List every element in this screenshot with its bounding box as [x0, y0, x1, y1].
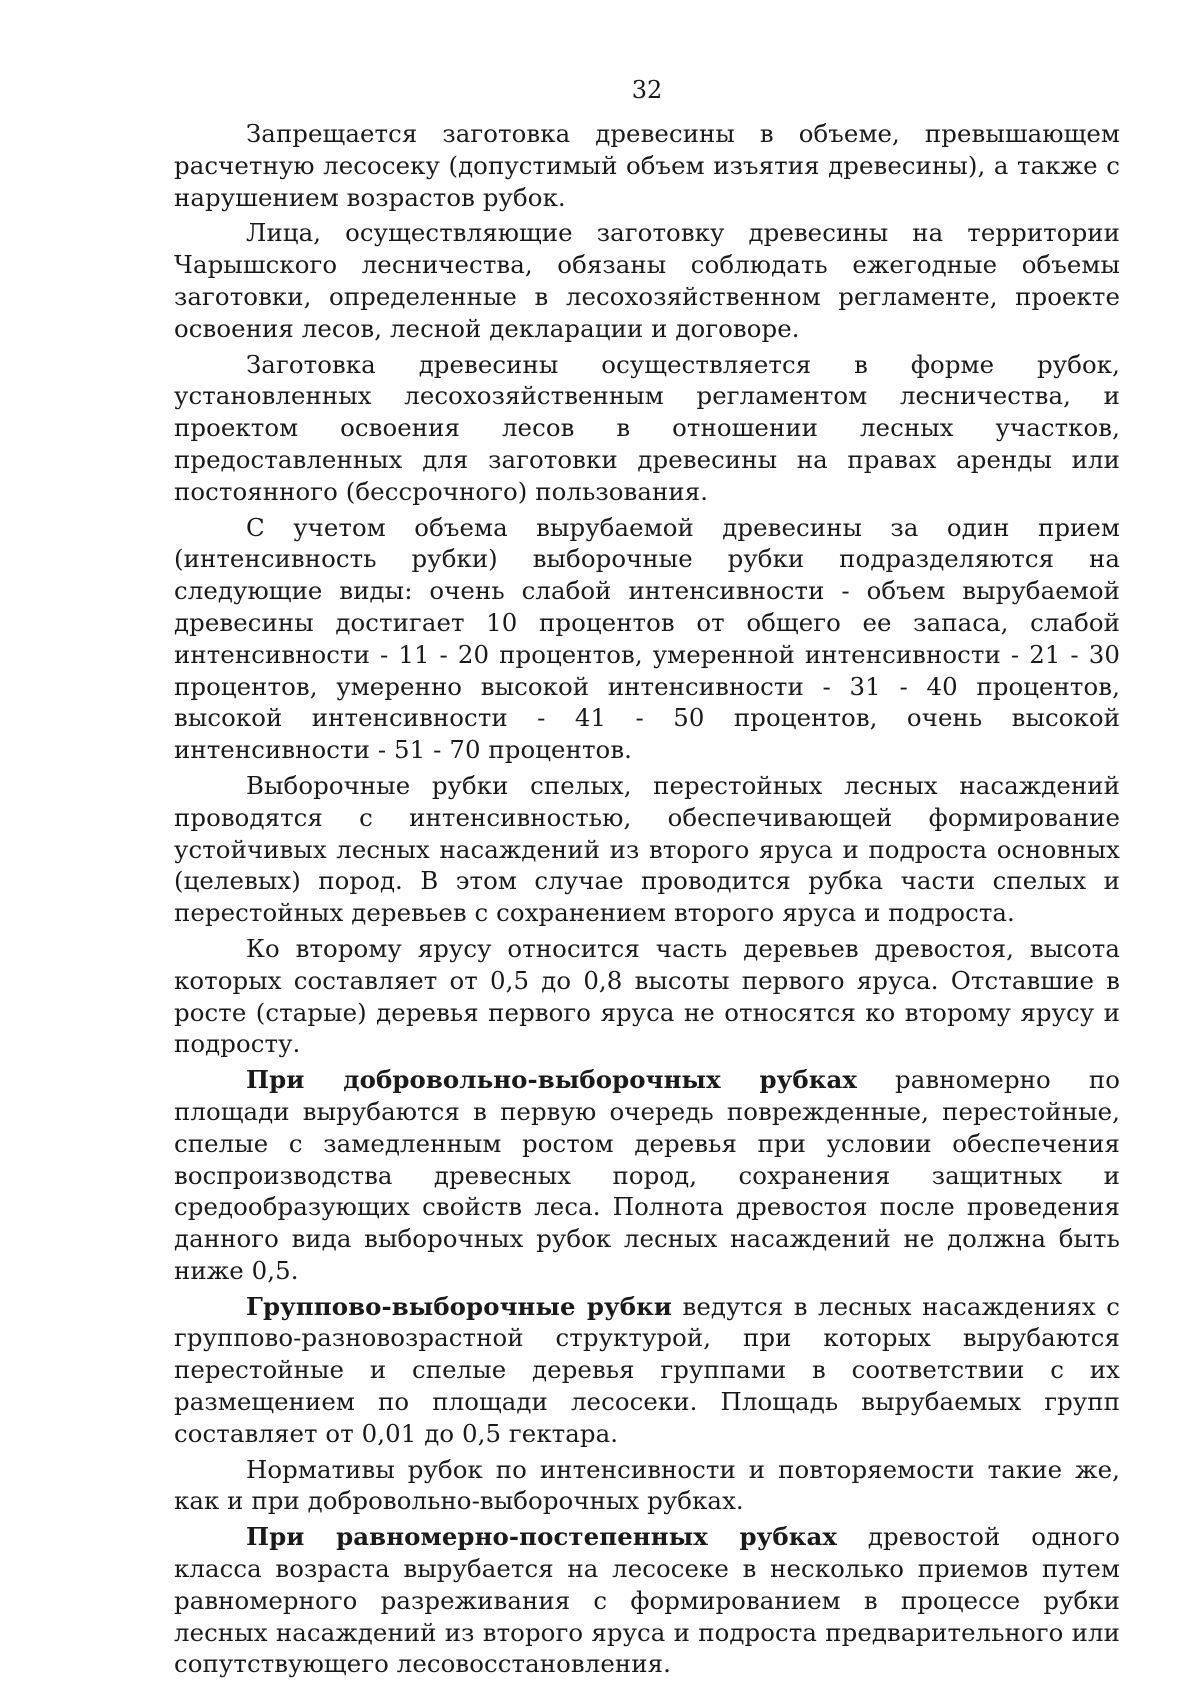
paragraph-10-text: древостой одного класса возраста вырубается на лесосеке в несколько приемов путем равномерного разреживания с формированием в процессе рубки лесных насаждений из второго яруса и подроста предварительного или сопутствующего лесовосстановления. [174, 1522, 1120, 1679]
paragraph-10 [174, 1521, 1120, 1680]
page-number: 32 [631, 76, 663, 104]
paragraph-4 [174, 512, 1120, 766]
paragraph-6-text: Ко второму ярусу относится часть деревьев древостоя, высота которых составляет от 0,5 до 0,8 высоты первого яруса. Отставшие в росте (старые) деревья первого яруса не относятся ко второму ярусу и подросту. [174, 933, 1120, 1059]
paragraph-5 [174, 770, 1120, 929]
paragraph-3-text: Заготовка древесины осуществляется в форме рубок, установленных лесохозяйственным регламентом лесничества, и проектом освоения лесов в отношении лесных участков, предоставленных для заготовки древесины на правах аренды или постоянного (бессрочного) пользования. [174, 349, 1120, 506]
paragraph-7-bold: При добровольно-выборочных рубках [246, 1065, 857, 1095]
paragraph-8-bold: Группово-выборочные рубки [246, 1291, 673, 1321]
paragraph-6 [174, 933, 1120, 1060]
document-page [174, 70, 1120, 1684]
paragraph-1 [174, 118, 1120, 213]
paragraph-2-text: Лица, осуществляющие заготовку древесины на территории Чарышского лесничества, обязаны соблюдать ежегодные объемы заготовки, определенные в лесохозяйственном регламенте, проекте освоения лесов, лесной декларации и договоре. [174, 218, 1120, 343]
paragraph-2 [174, 217, 1120, 344]
paragraph-9 [174, 1454, 1120, 1518]
paragraph-7-text: равномерно по площади вырубаются в первую очередь поврежденные, перестойные, спелые с замедленным ростом деревья при условии обеспечения воспроизводства древесных пород, сохранения защитных и средообразующих свойств леса. Полнота древостоя после проведения данного вида выборочных рубок лесных насаждений не должна быть ниже 0,5. [174, 1065, 1120, 1285]
paragraph-4-text: С учетом объема вырубаемой древесины за один прием (интенсивность рубки) выборочные рубки подразделяются на следующие виды: очень слабой интенсивности - объем вырубаемой древесины достигает 10 процентов от общего ее запаса, слабой интенсивности - 11 - 20 процентов, умеренной интенсивности - 21 - 30 процентов, умеренно высокой интенсивности - 31 - 40 процентов, высокой интенсивности - 41 - 50 процентов, очень высокой интенсивности - 51 - 70 процентов. [174, 512, 1120, 765]
paragraph-1-text: Запрещается заготовка древесины в объеме, превышающем расчетную лесосеку (допустимый объем изъятия древесины), а также с нарушением возрастов рубок. [174, 119, 1120, 212]
paragraph-8-text: ведутся в лесных насаждениях с группово-разновозрастной структурой, при которых вырубаются перестойные и спелые деревья группами в соответствии с их размещением по площади лесосеки. Площадь вырубаемых групп составляет от 0,01 до 0,5 гектара. [174, 1291, 1121, 1448]
paragraph-8 [174, 1291, 1120, 1450]
paragraph-5-text: Выборочные рубки спелых, перестойных лесных насаждений проводятся с интенсивностью, обеспечивающей формирование устойчивых лесных насаждений из второго яруса и подроста основных (целевых) пород. В этом случае проводится рубка части спелых и перестойных деревьев с сохранением второго яруса и подроста. [174, 770, 1120, 928]
paragraph-10-bold: При равномерно-постепенных рубках [246, 1522, 838, 1552]
paragraph-3 [174, 349, 1120, 508]
paragraph-9-text: Нормативы рубок по интенсивности и повторяемости такие же, как и при добровольно-выборочных рубках. [174, 1454, 1120, 1516]
paragraph-7 [174, 1064, 1120, 1287]
